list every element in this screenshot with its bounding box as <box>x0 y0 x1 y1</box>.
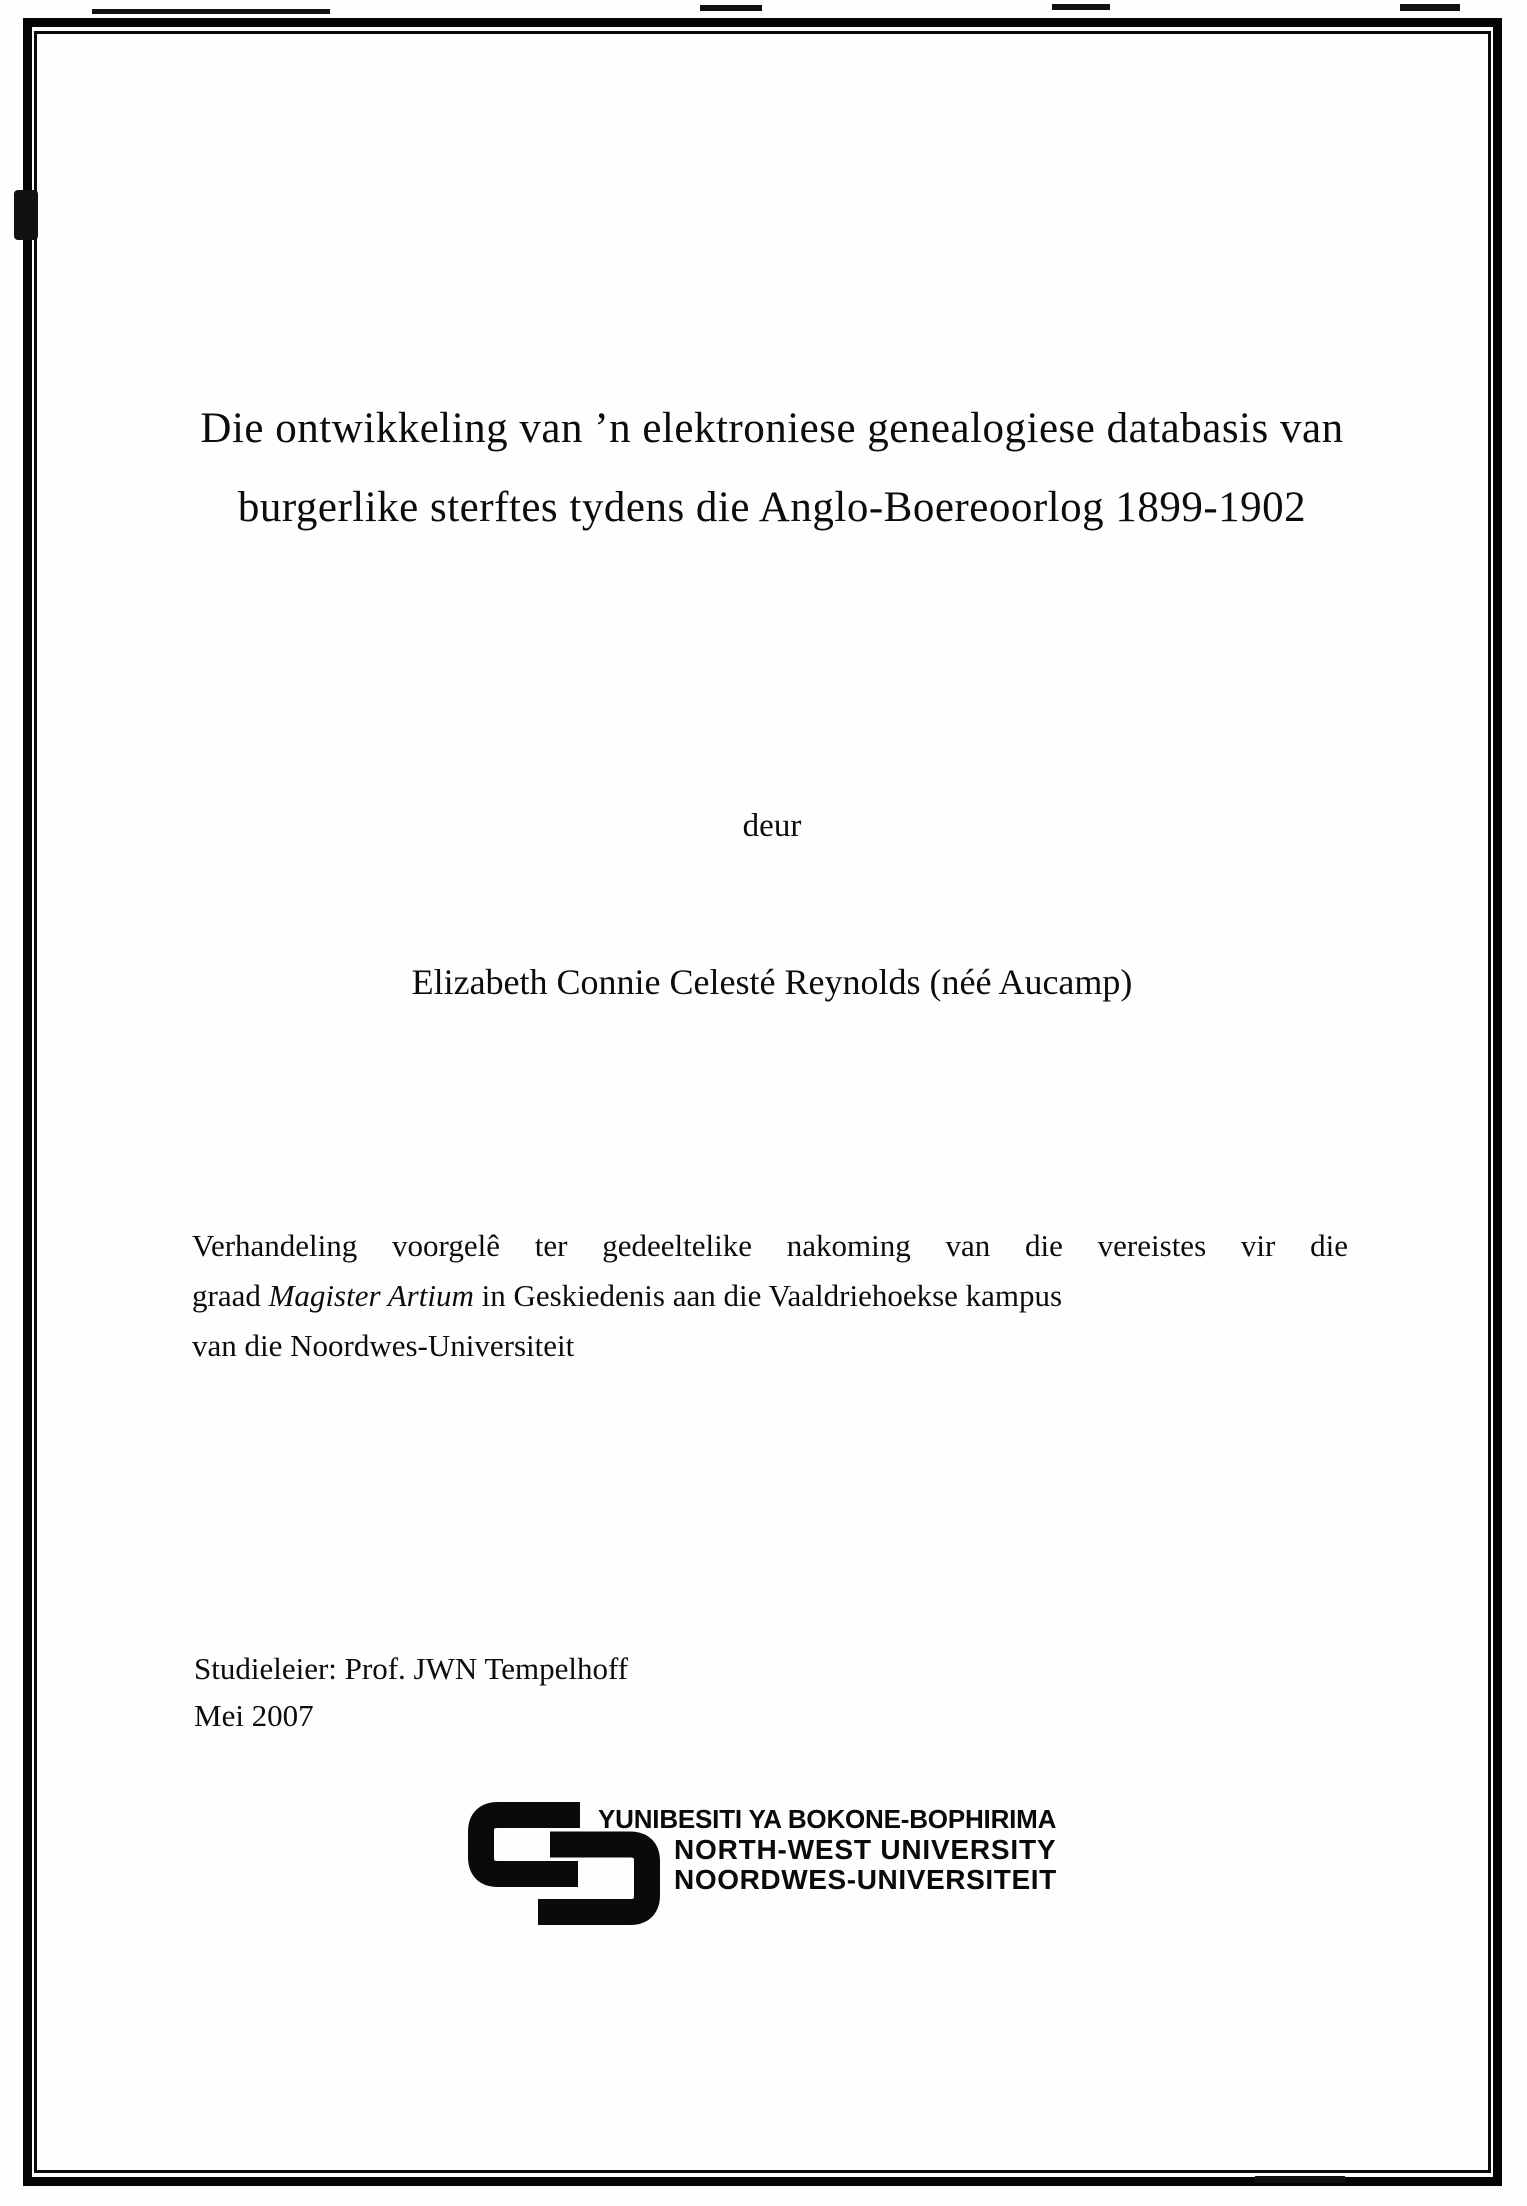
logo-text-setswana: YUNIBESITI YA BOKONE-BOPHIRIMA <box>598 1804 1057 1834</box>
byline-deur: deur <box>742 808 802 844</box>
submission-line-3: van die Noordwes-Universiteit <box>192 1328 575 1363</box>
date-line: Mei 2007 <box>194 1698 314 1733</box>
scan-artifact <box>14 190 38 240</box>
submission-line-2-post: in Geskiedenis aan die Vaaldriehoekse kampus <box>473 1278 1063 1313</box>
submission-line-2 <box>192 1271 1348 1321</box>
supervisor-block <box>194 1645 628 1739</box>
submission-line-1: Verhandeling voorgelê ter gedeeltelike nakoming van die vereistes vir die <box>192 1228 1348 1263</box>
scan-artifact <box>700 5 762 11</box>
supervisor-line: Studieleier: Prof. JWN Tempelhoff <box>194 1651 629 1686</box>
scan-artifact <box>1255 2176 1345 2183</box>
scan-artifact <box>92 9 330 14</box>
logo-text-english: NORTH-WEST UNIVERSITY <box>674 1834 1057 1865</box>
scan-artifact <box>1400 4 1460 11</box>
thesis-title-line-2: burgerlike sterftes tydens die Anglo-Boereoorlog 1899-1902 <box>237 484 1307 531</box>
scan-artifact <box>1052 4 1110 10</box>
thesis-title-line-1: Die ontwikkeling van ’n elektroniese genealogiese databasis van <box>200 405 1344 452</box>
submission-line-2-pre: graad <box>192 1278 269 1313</box>
logo-text-afrikaans: NOORDWES-UNIVERSITEIT <box>674 1864 1057 1895</box>
submission-statement <box>192 1221 1348 1371</box>
degree-name-italic: Magister Artium <box>268 1278 474 1313</box>
author-name: Elizabeth Connie Celesté Reynolds (néé Aucamp) <box>411 962 1133 1002</box>
